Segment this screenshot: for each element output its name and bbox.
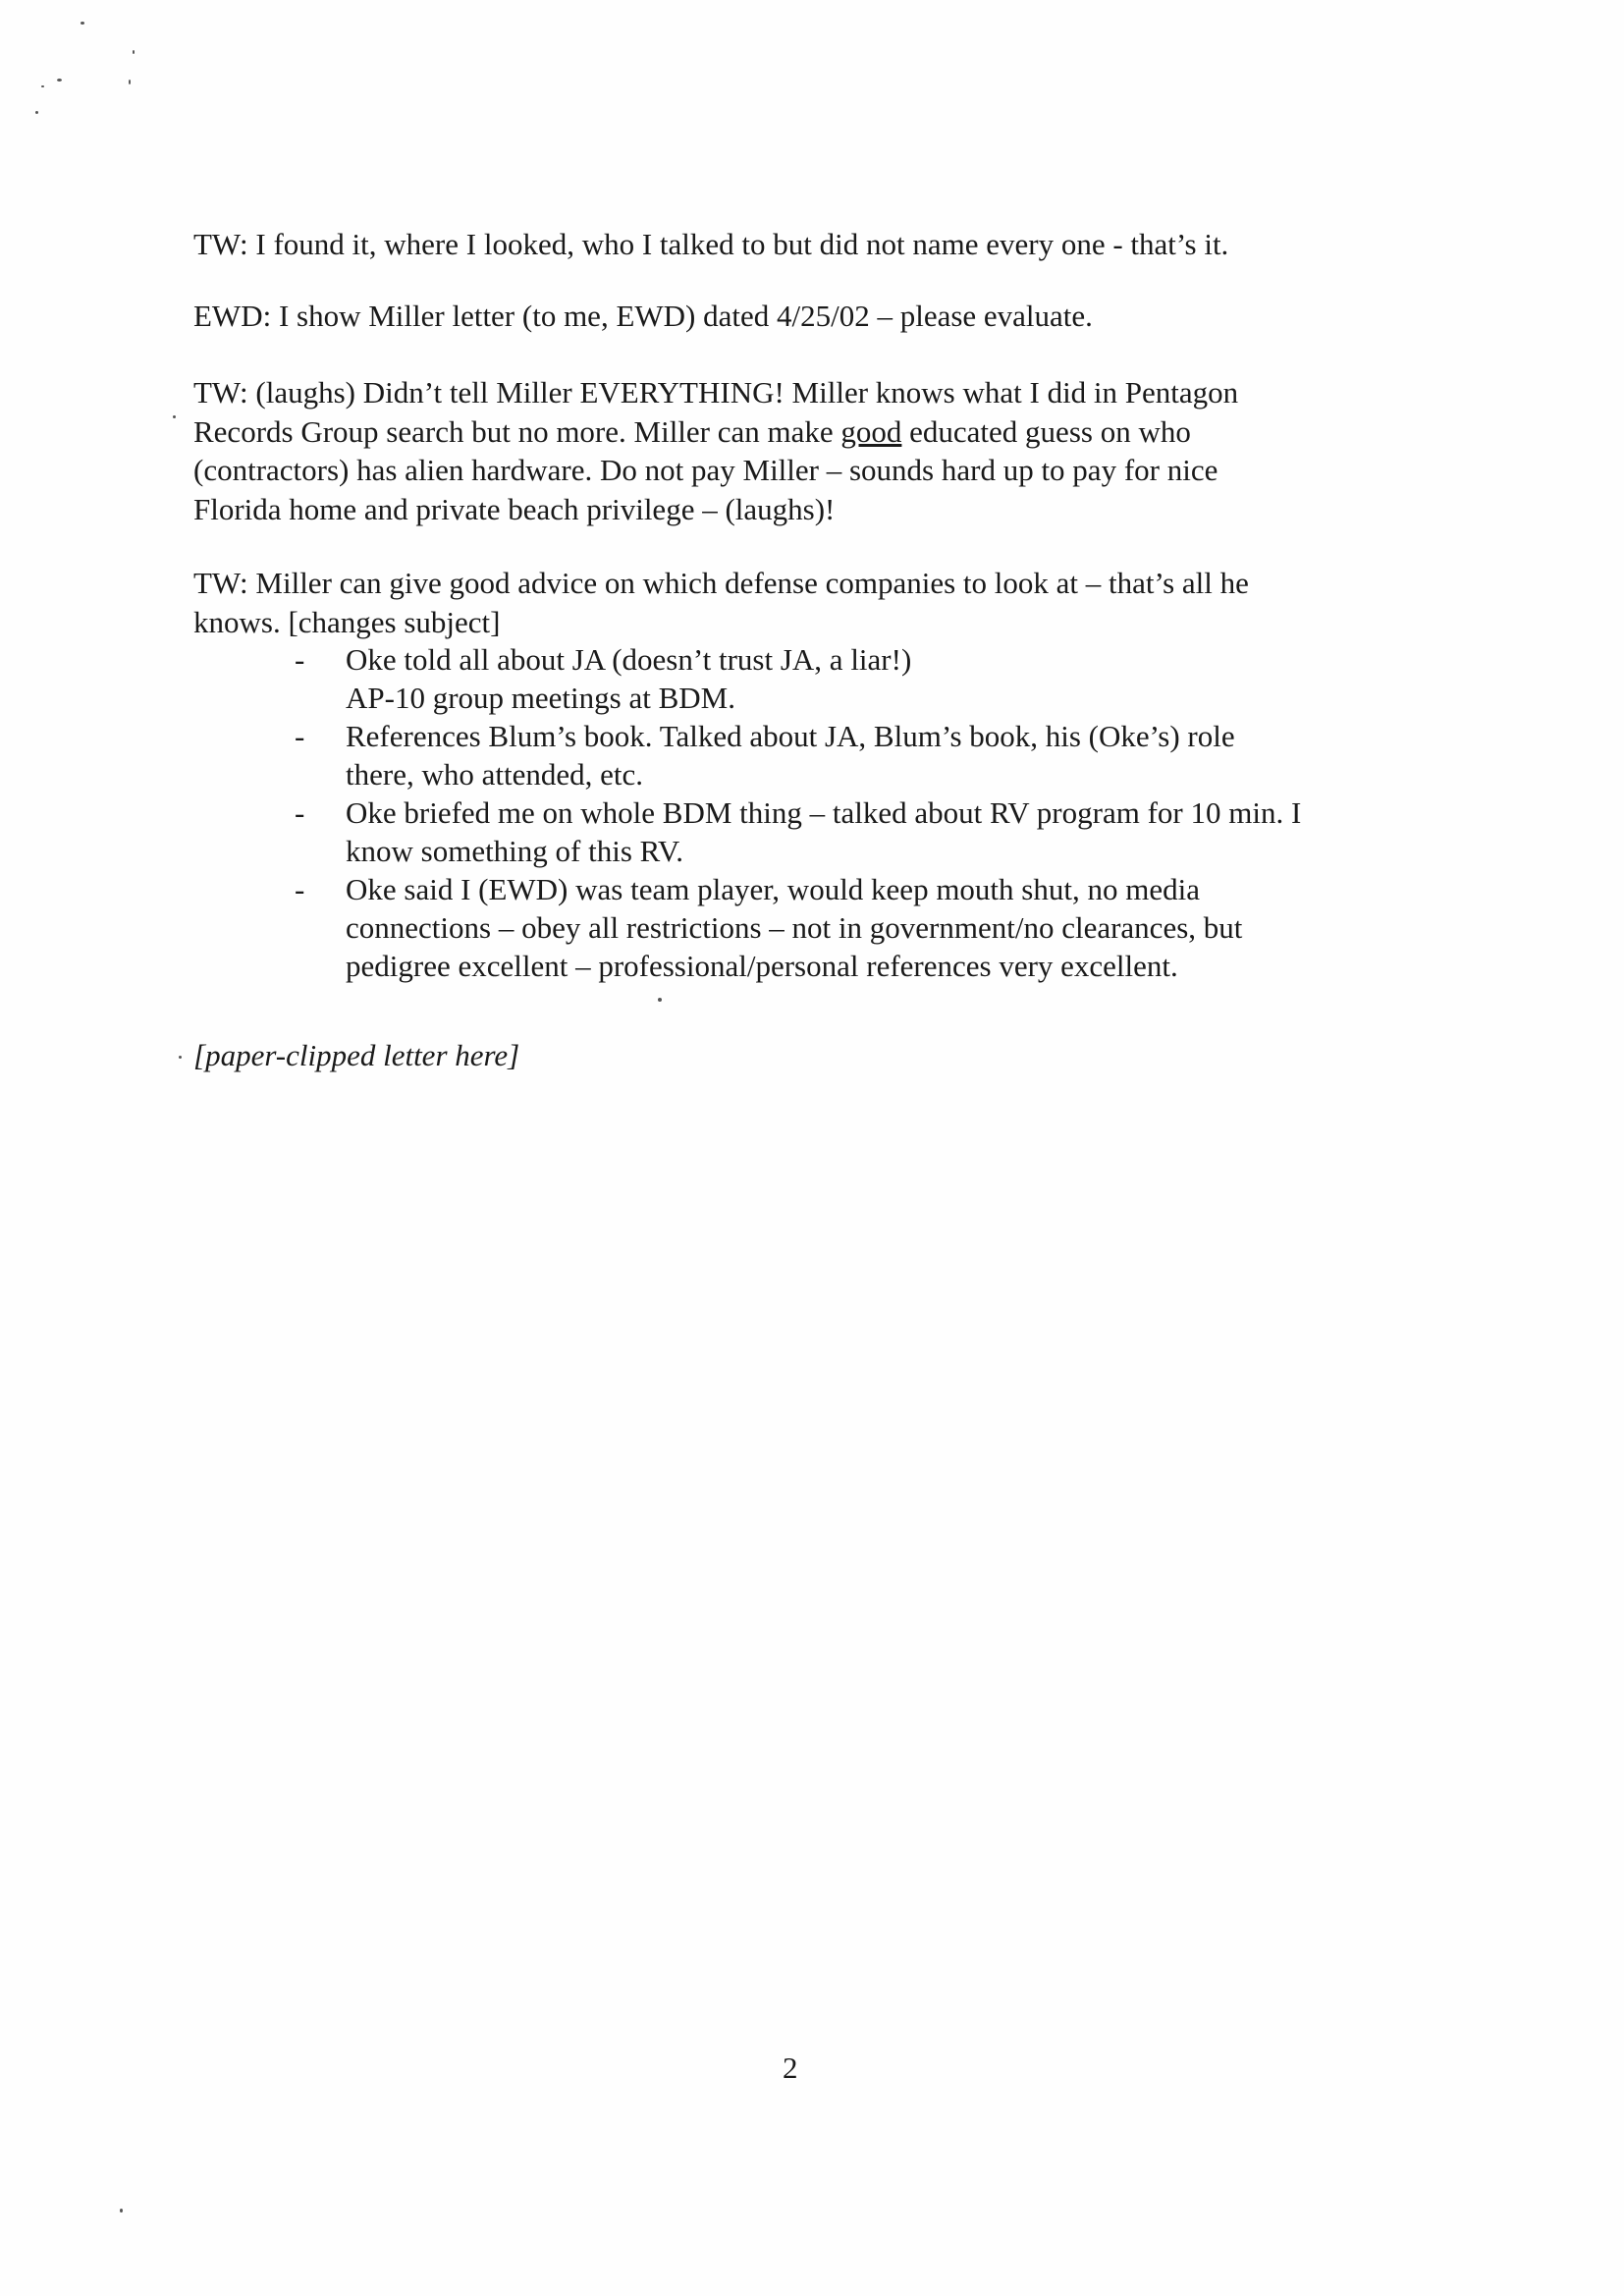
paragraph-line: knows. [changes subject] xyxy=(193,604,501,639)
scan-speck xyxy=(81,22,84,25)
scan-speck xyxy=(35,111,38,114)
bullet-line: AP-10 group meetings at BDM. xyxy=(346,681,735,715)
bullet-item xyxy=(289,793,1418,870)
bullet-item xyxy=(289,870,1418,985)
entry-tw-laughs xyxy=(193,373,1431,528)
entry-tw-defense-companies xyxy=(193,564,1431,641)
bullet-line: References Blum’s book. Talked about JA, Blum’s book, his (Oke’s) role xyxy=(346,719,1235,753)
scan-speck xyxy=(57,79,62,82)
bullet-item xyxy=(289,640,1418,717)
text-fragment: Records Group search but no more. Miller can make xyxy=(193,413,841,449)
bullet-line: Oke briefed me on whole BDM thing – talked about RV program for 10 min. I xyxy=(346,795,1302,830)
paper-clipped-note: [paper-clipped letter here] xyxy=(193,1038,520,1072)
scan-speck xyxy=(129,80,131,84)
bullet-list xyxy=(289,640,1418,985)
dash-marker: - xyxy=(295,872,305,906)
bullet-line: there, who attended, etc. xyxy=(346,757,643,792)
text-fragment: educated guess on who xyxy=(901,413,1191,449)
paragraph-line: TW: (laughs) Didn’t tell Miller EVERYTHING! Miller knows what I did in Pentagon xyxy=(193,375,1239,410)
paragraph-line: TW: Miller can give good advice on which defense companies to look at – that’s all he xyxy=(193,566,1249,600)
page-number: 2 xyxy=(783,2050,798,2085)
bullet-item xyxy=(289,717,1418,793)
scan-speck xyxy=(179,1056,182,1059)
bullet-line: Oke said I (EWD) was team player, would keep mouth shut, no media xyxy=(346,872,1200,906)
scan-speck xyxy=(133,50,135,54)
paragraph-line: (contractors) has alien hardware. Do not pay Miller – sounds hard up to pay for nice xyxy=(193,453,1218,487)
entry-tw-found-it: TW: I found it, where I looked, who I talked to but did not name every one - that’s it. xyxy=(193,227,1229,261)
scan-speck xyxy=(120,2209,123,2213)
dash-marker: - xyxy=(295,719,305,753)
bullet-line: know something of this RV. xyxy=(346,834,683,868)
bullet-line: pedigree excellent – professional/personal references very excellent. xyxy=(346,949,1178,983)
scan-speck xyxy=(41,85,44,87)
paragraph-line: Florida home and private beach privilege – (laughs)! xyxy=(193,491,836,526)
bullet-line: connections – obey all restrictions – not in government/no clearances, but xyxy=(346,910,1243,945)
scan-speck xyxy=(658,998,662,1002)
scan-speck xyxy=(173,415,176,418)
paragraph-line xyxy=(193,412,1431,452)
dash-marker: - xyxy=(295,642,305,677)
bullet-line: Oke told all about JA (doesn’t trust JA, a liar!) xyxy=(346,642,912,677)
dash-marker: - xyxy=(295,795,305,830)
underlined-word: good xyxy=(840,413,902,449)
entry-ewd-miller-letter: EWD: I show Miller letter (to me, EWD) dated 4/25/02 – please evaluate. xyxy=(193,299,1093,333)
